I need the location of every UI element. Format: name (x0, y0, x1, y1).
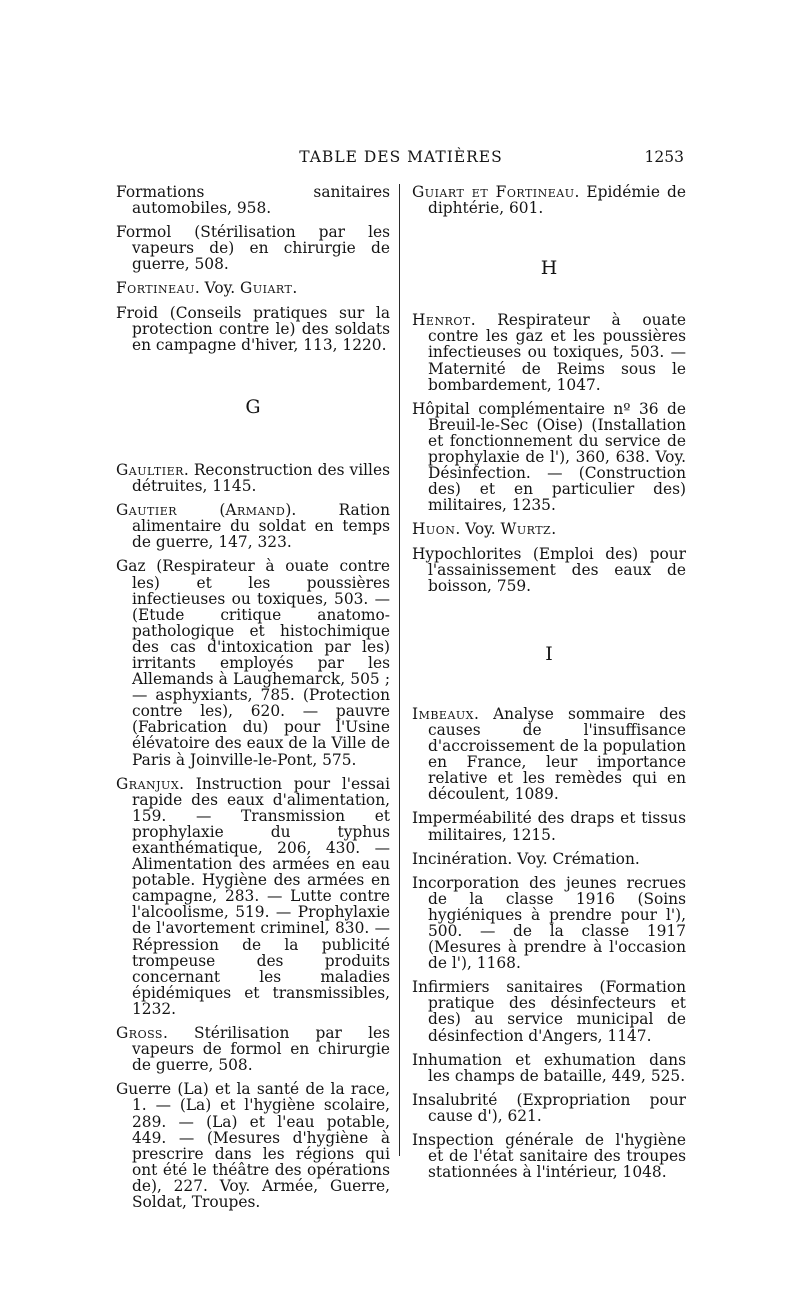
index-entry (116, 280, 390, 296)
index-entry (412, 184, 686, 216)
index-entry: Froid (Conseils pratiques sur la protection contre le) des soldats en campagne d'hiver, 113, 1220. (116, 303, 390, 354)
index-entry (116, 776, 390, 1017)
entry-text: . (292, 279, 298, 298)
index-entry: Hypochlorites (Emploi des) pour l'assainissement des eaux de boisson, 759. (412, 544, 686, 595)
entry-text: ). Ration alimentaire du soldat en temps de guerre, 147, 323. (132, 501, 390, 552)
index-entry (116, 1025, 390, 1073)
left-column (116, 184, 390, 1218)
author-name: Guiart et Fortineau (412, 183, 575, 201)
index-entry (412, 521, 686, 537)
index-entry (116, 462, 390, 494)
index-entry: Incorporation des jeunes recrues de la classe 1916 (Soins hygiéniques à prendre pour l'), 500. — de la classe 1917 (Mesures à prendre à l'occasion de l'), 1168. (412, 873, 686, 973)
index-entry (412, 706, 686, 803)
entry-text: . Epidémie de diphtérie, 601. (428, 183, 686, 218)
entry-text: . Reconstruction des villes détruites, 1145. (132, 460, 390, 496)
author-name: Guiart (240, 279, 293, 298)
index-entry: Incinération. Voy. Crémation. (412, 849, 640, 868)
entry-text: . (551, 520, 557, 539)
index-entry: Inhumation et exhumation dans les champs de bataille, 449, 525. (412, 1050, 686, 1085)
index-entry: Insalubrité (Expropriation pour cause d'), 621. (412, 1090, 686, 1125)
entry-text: . Voy. (194, 279, 241, 298)
column-divider (399, 184, 400, 1156)
index-entry: Gaz (Respirateur à ouate contre les) et les poussières infectieuses ou toxiques, 503. — (Etude critique anatomo-pathologique et histochimique des cas d'intoxication par les) irritants employés par les Allemands à Laughemarck, 505 ; — asphyxiants, 785. (Protection contre les), 620. — pauvre (Fabrication du) pour l'Usine élévatoire des eaux de la Ville de Paris à Joinville-le-Pont, 575. (116, 557, 390, 769)
author-name: Granjux (116, 774, 180, 793)
author-name: Gaultier (116, 460, 184, 479)
author-name: Gautier (116, 501, 178, 520)
index-entry: Formations sanitaires automobiles, 958. (116, 183, 390, 218)
index-entry (412, 312, 686, 392)
index-entry: Inspection générale de l'hygiène et de l'état sanitaire des troupes stationnées à l'intérieur, 1048. (412, 1131, 686, 1182)
index-entry: Guerre (La) et la santé de la race, 1. — (La) et l'hygiène scolaire, 289. — (La) et l'eau potable, 449. — (Mesures d'hygiène à prescrire dans les régions qui ont été le théâtre des opérations de), 227. Voy. Armée, Guerre, Soldat, Troupes. (116, 1080, 390, 1211)
running-header (116, 146, 686, 168)
index-entry (116, 502, 390, 550)
entry-text: . Respirateur à ouate contre les gaz et les poussières infectieuses ou toxiques, 503. — Maternité de Reims sous le bombardement, 1047. (428, 311, 686, 394)
page-number: 1253 (644, 148, 684, 166)
index-entry: Hôpital complémentaire nº 36 de Breuil-le-Sec (Oise) (Installation et fonctionnement du service de prophylaxie de l'), 360, 638. Voy. Désinfection. — (Construction des) et en particulier des) militaires, 1235. (412, 399, 686, 515)
author-name: Wurtz (500, 520, 552, 539)
author-name: Fortineau (116, 279, 195, 298)
entry-text: . Voy. (455, 520, 501, 539)
author-name: Henrot (412, 311, 471, 330)
section-letter-i: I (545, 642, 553, 665)
entry-text: . Stérilisation par les vapeurs de formol en chirurgie de guerre, 508. (132, 1024, 390, 1075)
author-name: Huon (412, 520, 456, 539)
entry-text: . Instruction pour l'essai rapide des eaux d'alimentation, 159. — Transmission et prophylaxie du typhus exanthématique, 206, 430. — Alimentation des armées en eau potable. Hygiène des armées en campagne, 283. — Lutte contre l'alcoolisme, 519. — Prophylaxie de l'avortement criminel, 830. — Répression de la publicité trompeuse des produits concernant les maladies épidémiques et transmissibles, 1232. (132, 774, 390, 1018)
section-letter-g: G (245, 395, 261, 418)
author-name: Imbeaux (412, 704, 475, 723)
author-name: Armand (225, 501, 286, 520)
author-name: Gross (116, 1024, 163, 1043)
page-title: TABLE DES MATIÈRES (299, 148, 503, 166)
section-letter-h: H (540, 257, 558, 280)
index-entry: Imperméabilité des draps et tissus militaires, 1215. (412, 809, 686, 844)
right-column (412, 184, 686, 1188)
index-entry: Infirmiers sanitaires (Formation pratique des désinfecteurs et des) au service municipal de désinfection d'Angers, 1147. (412, 978, 686, 1045)
index-entry: Formol (Stérilisation par les vapeurs de) en chirurgie de guerre, 508. (116, 223, 390, 274)
entry-text: . Analyse sommaire des causes de l'insuffisance d'accroissement de la population en France, leur importance relative et les remèdes qui en découlent, 1089. (428, 704, 686, 804)
entry-text: ( (177, 501, 226, 520)
